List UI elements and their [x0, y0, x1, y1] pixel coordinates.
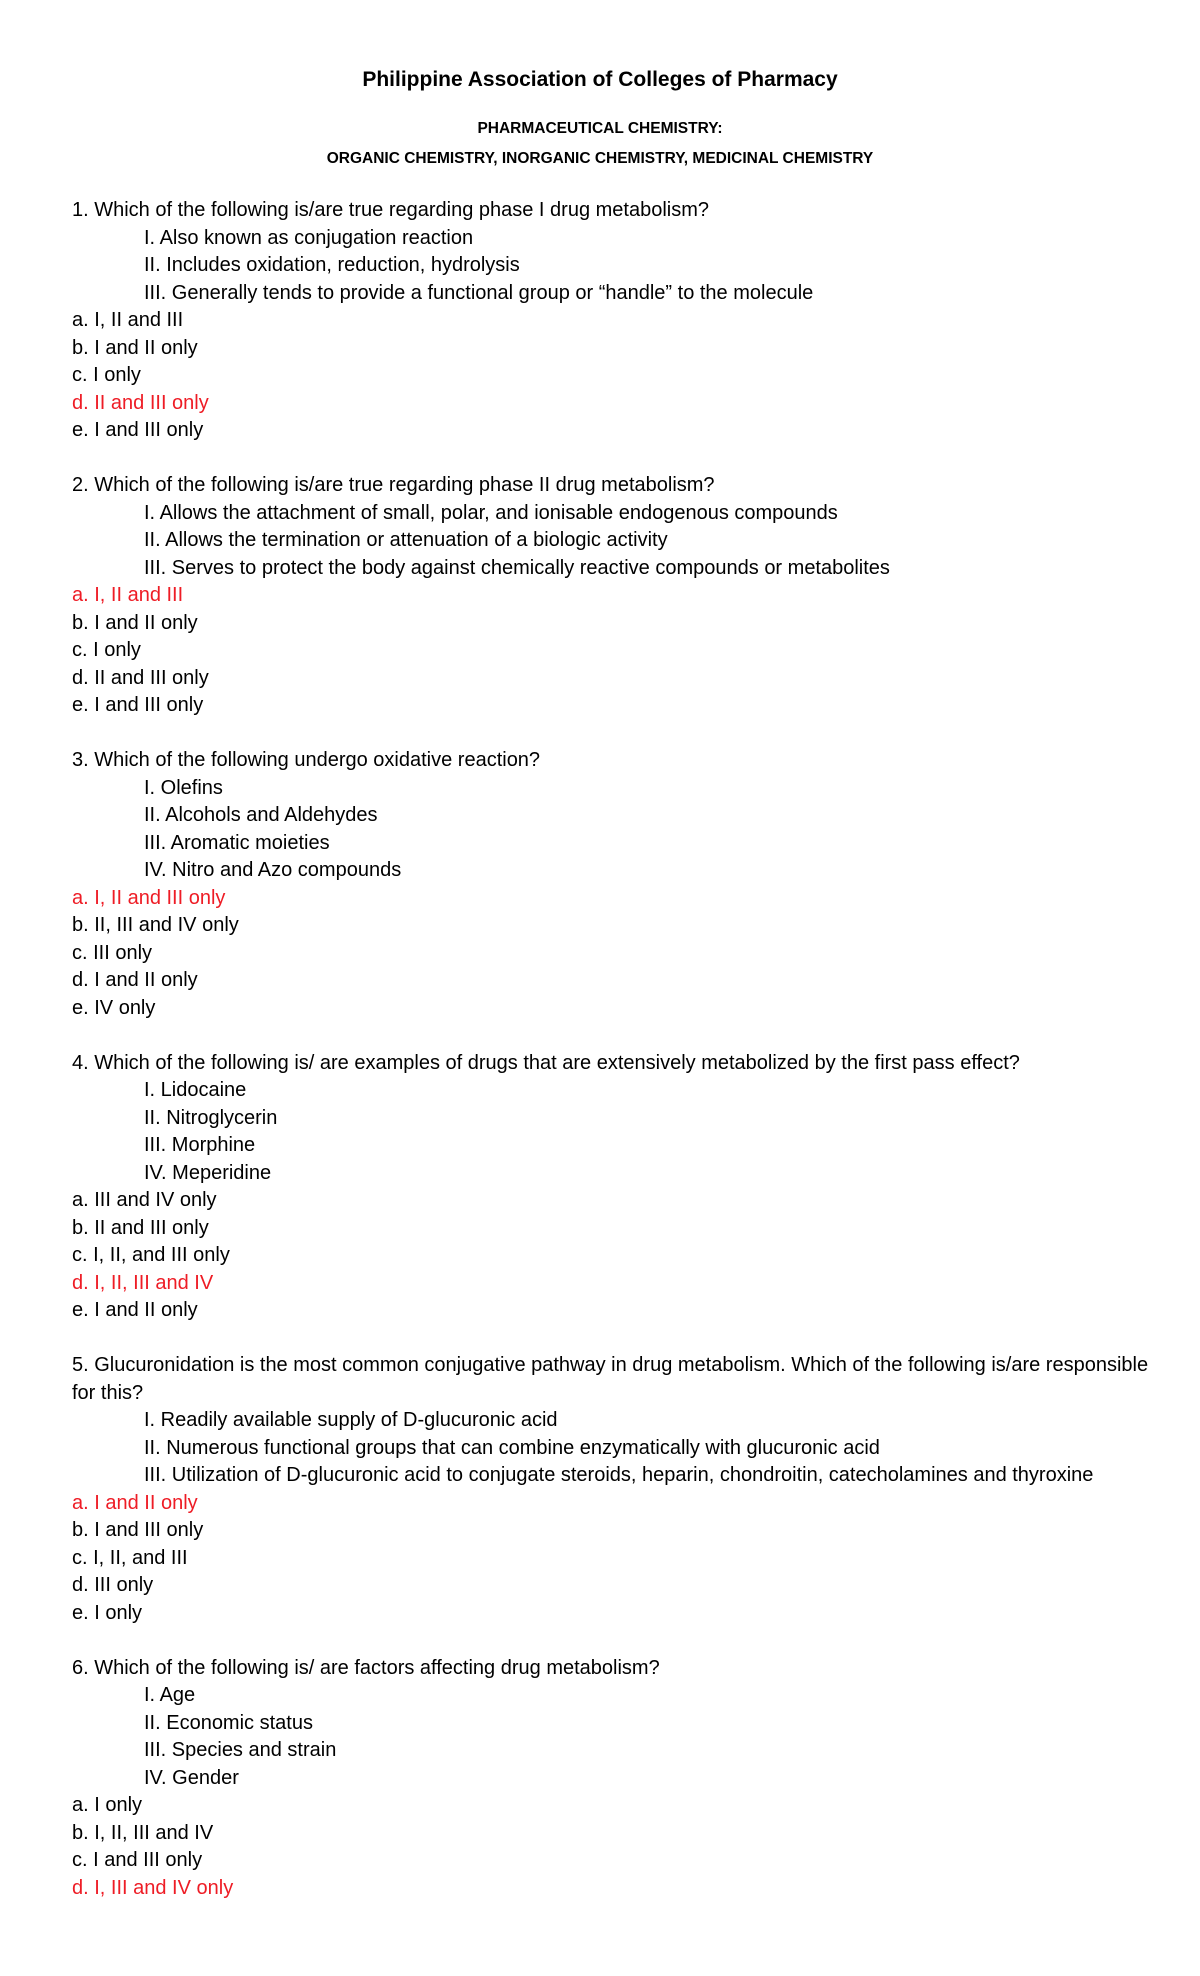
answer-option: a. I, II and III: [72, 309, 184, 331]
question-stem: 5. Glucuronidation is the most common conjugative pathway in drug metabolism. Which of the following is/are responsible for this?: [72, 1354, 1149, 1404]
answer-option: e. I and III only: [72, 419, 204, 441]
answer-option: b. I and II only: [72, 336, 198, 359]
correct-answer-option: d. I, II, III and IV: [72, 1271, 214, 1294]
question-stem: 3. Which of the following undergo oxidative reaction?: [72, 749, 541, 771]
statement: II. Includes oxidation, reduction, hydrolysis: [144, 254, 520, 276]
answer-option: b. II and III only: [72, 1216, 209, 1239]
page-title: Philippine Association of Colleges of Pharmacy: [362, 68, 838, 91]
answer-option: b. II, III and IV only: [72, 914, 239, 936]
question-stem: 2. Which of the following is/are true regarding phase II drug metabolism?: [72, 474, 715, 496]
statement: I. Lidocaine: [144, 1079, 247, 1101]
correct-answer-option: d. I, III and IV only: [72, 1876, 234, 1899]
statement: I. Also known as conjugation reaction: [144, 226, 474, 249]
statement: IV. Nitro and Azo compounds: [144, 859, 402, 881]
correct-answer-option: a. I, II and III only: [72, 886, 226, 909]
answer-option: d. II and III only: [72, 666, 209, 689]
answer-option: c. I and III only: [72, 1849, 203, 1871]
answer-option: c. I, II, and III only: [72, 1244, 230, 1266]
statement: III. Morphine: [144, 1134, 256, 1156]
answer-option: b. I, II, III and IV: [72, 1821, 214, 1844]
statement: II. Allows the termination or attenuation of a biologic activity: [144, 529, 668, 551]
correct-answer-option: a. I and II only: [72, 1491, 198, 1514]
answer-option: c. I, II, and III: [72, 1546, 188, 1569]
answer-option: a. III and IV only: [72, 1189, 217, 1211]
answer-option: b. I and II only: [72, 611, 198, 634]
statement: I. Age: [144, 1684, 196, 1706]
statement: III. Serves to protect the body against chemically reactive compounds or metabolites: [144, 556, 890, 579]
answer-option: e. I only: [72, 1601, 143, 1624]
question-stem: 6. Which of the following is/ are factors affecting drug metabolism?: [72, 1656, 660, 1679]
question-6: [72, 1655, 1162, 1903]
question-1: [72, 197, 1162, 445]
statement: I. Allows the attachment of small, polar, and ionisable endogenous compounds: [144, 501, 838, 524]
answer-option: e. I and II only: [72, 1299, 198, 1321]
statement: II. Alcohols and Aldehydes: [144, 804, 378, 826]
answer-option: a. I only: [72, 1794, 143, 1816]
statement: III. Generally tends to provide a functional group or “handle” to the molecule: [144, 281, 814, 304]
answer-option: c. I only: [72, 639, 141, 661]
answer-option: d. III only: [72, 1574, 154, 1596]
question-stem: 4. Which of the following is/ are examples of drugs that are extensively metabolized by the first pass effect?: [72, 1051, 1020, 1074]
statement: II. Economic status: [144, 1711, 313, 1734]
answer-option: e. IV only: [72, 996, 156, 1019]
correct-answer-option: d. II and III only: [72, 391, 209, 414]
statement: IV. Meperidine: [144, 1161, 272, 1184]
question-3: [72, 747, 1162, 1022]
question-5: [72, 1352, 1162, 1627]
subject-heading: PHARMACEUTICAL CHEMISTRY:: [477, 120, 723, 137]
subject-subheading: ORGANIC CHEMISTRY, INORGANIC CHEMISTRY, MEDICINAL CHEMISTRY: [326, 150, 874, 167]
question-stem: 1. Which of the following is/are true regarding phase I drug metabolism?: [72, 199, 710, 221]
statement: I. Olefins: [144, 776, 223, 799]
question-4: [72, 1050, 1162, 1325]
answer-option: b. I and III only: [72, 1519, 204, 1541]
correct-answer-option: a. I, II and III: [72, 584, 184, 606]
statement: III. Utilization of D-glucuronic acid to conjugate steroids, heparin, chondroitin, catecholamines and thyroxine: [144, 1464, 1094, 1486]
answer-option: e. I and III only: [72, 694, 204, 716]
answer-option: d. I and II only: [72, 969, 198, 991]
question-2: [72, 472, 1162, 720]
statement: III. Species and strain: [144, 1739, 337, 1761]
question-list: [72, 197, 1162, 1930]
statement: II. Nitroglycerin: [144, 1106, 278, 1129]
statement: I. Readily available supply of D-glucuronic acid: [144, 1409, 558, 1431]
statement: II. Numerous functional groups that can combine enzymatically with glucuronic acid: [144, 1436, 880, 1459]
statement: IV. Gender: [144, 1766, 239, 1789]
statement: III. Aromatic moieties: [144, 831, 330, 854]
answer-option: c. I only: [72, 364, 141, 386]
answer-option: c. III only: [72, 941, 153, 964]
